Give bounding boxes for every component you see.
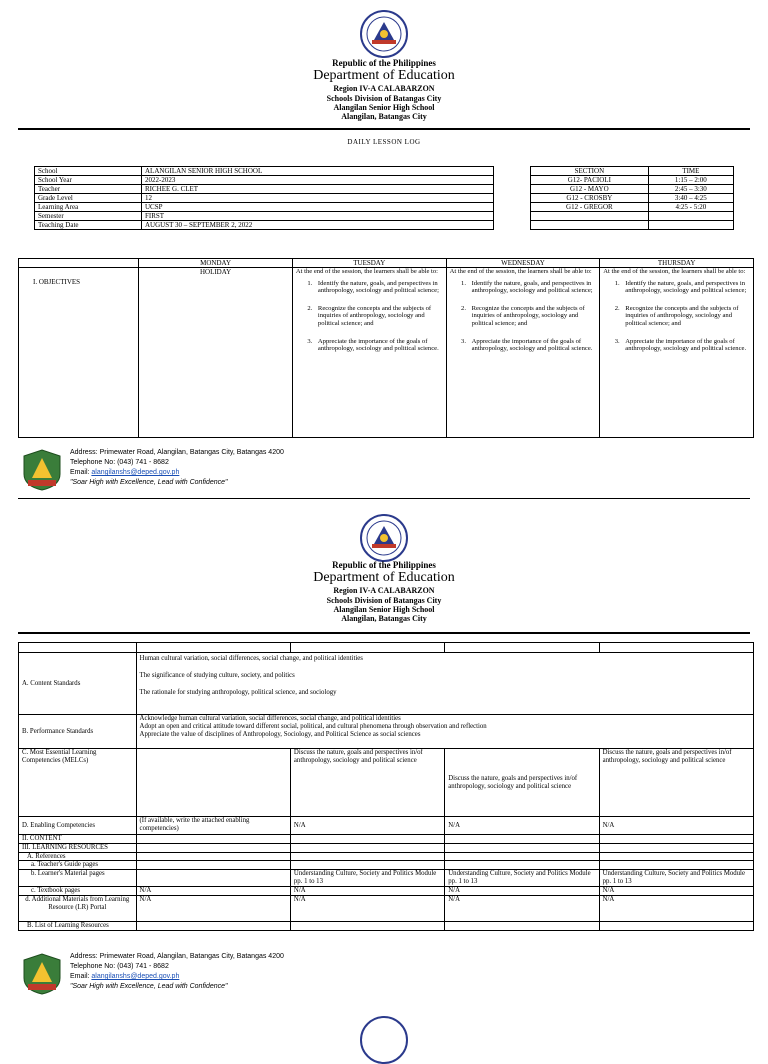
performance-standards-label: B. Performance Standards xyxy=(19,715,137,749)
objective-item: 1. Identify the nature, goals, and perspectives in anthropology, sociology and political science; xyxy=(314,280,443,295)
learners-material-label: b. Learner's Material pages xyxy=(19,870,137,887)
monday-holiday: HOLIDAY xyxy=(139,268,293,438)
location-text: Alangilan, Batangas City xyxy=(341,614,427,623)
department-title: Department of Education xyxy=(313,570,455,586)
lm-thursday: Understanding Culture, Society and Politics Module pp. 1 to 13 xyxy=(599,870,753,887)
objective-list xyxy=(296,280,443,353)
republic-text: Republic of the Philippines xyxy=(332,560,436,570)
objective-item: 3. Appreciate the importance of the goals of anthropology, sociology and political science. xyxy=(314,338,443,353)
objective-cell: At the end of the session, the learners shall be able to: 1. Identify the nature, goals, and perspectives in anthropology, sociology and political science; 2. Recognize the concepts and the subjects of inquiries of anthropology, sociology and political science; and 3. Appreciate the importance of the goals of anthropology, sociology and political science. xyxy=(446,268,600,438)
info-label: Grade Level xyxy=(35,194,142,203)
info-row xyxy=(35,167,494,176)
info-label: Teaching Date xyxy=(35,221,142,230)
section-value: G12 - GREGOR xyxy=(531,203,649,212)
school-logo-icon xyxy=(20,952,64,996)
info-label: Learning Area xyxy=(35,203,142,212)
department-title: Department of Education xyxy=(313,68,455,84)
info-value: 12 xyxy=(142,194,494,203)
info-value: RICHEE G. CLET xyxy=(142,185,494,194)
section-row xyxy=(531,194,734,203)
footer xyxy=(20,448,420,498)
info-value: AUGUST 30 – SEPTEMBER 2, 2022 xyxy=(142,221,494,230)
header-divider xyxy=(18,632,750,634)
section-row xyxy=(531,185,734,194)
enabling-monday: (If available, write the attached enabling competencies) xyxy=(136,817,290,835)
objectives-table xyxy=(18,258,754,438)
footer xyxy=(20,952,420,1002)
day-wednesday: WEDNESDAY xyxy=(446,259,600,268)
location-text: Alangilan, Batangas City xyxy=(341,112,427,121)
footer-telephone: Telephone No: (043) 741 - 8682 xyxy=(70,963,169,971)
references-label: A. References xyxy=(19,852,137,861)
objective-item: 1. Identify the nature, goals, and perspectives in anthropology, sociology and political science; xyxy=(468,280,597,295)
lm-tuesday: Understanding Culture, Society and Politics Module pp. 1 to 13 xyxy=(290,870,444,887)
section-header: SECTION xyxy=(531,167,649,176)
info-label: Teacher xyxy=(35,185,142,194)
additional-materials-label: d. Additional Materials from Learning Resource (LR) Portal xyxy=(19,895,137,921)
lm-wednesday: Understanding Culture, Society and Politics Module pp. 1 to 13 xyxy=(445,870,599,887)
melc-label: C. Most Essential Learning Competencies (MELCs) xyxy=(19,749,137,817)
objective-item: 2. Recognize the concepts and the subjects of inquiries of anthropology, sociology and political science; and xyxy=(621,305,750,328)
melc-thursday: Discuss the nature, goals and perspectives in/of anthropology, sociology and political science xyxy=(599,749,753,817)
footer-email-label: Email: xyxy=(70,973,92,981)
time-value: 3:40 – 4:25 xyxy=(648,194,733,203)
letterhead xyxy=(0,560,768,623)
deped-seal-icon xyxy=(360,10,408,58)
footer-motto: "Soar High with Excellence, Lead with Confidence" xyxy=(70,479,228,487)
info-row xyxy=(35,203,494,212)
time-value: 1:15 – 2:00 xyxy=(648,176,733,185)
school-info-table xyxy=(34,166,494,230)
section-time-table xyxy=(530,166,734,230)
info-row xyxy=(35,176,494,185)
footer-telephone: Telephone No: (043) 741 - 8682 xyxy=(70,459,169,467)
time-header: TIME xyxy=(648,167,733,176)
section-value: G12 - CROSBY xyxy=(531,194,649,203)
deped-seal-icon xyxy=(360,514,408,562)
footer-email-link[interactable]: alangilanshs@deped.gov.ph xyxy=(91,973,180,981)
info-label: School xyxy=(35,167,142,176)
region-text: Region IV-A CALABARZON xyxy=(333,84,435,94)
section-value: G12 - MAYO xyxy=(531,185,649,194)
day-thursday: THURSDAY xyxy=(600,259,754,268)
footer-email-link[interactable]: alangilanshs@deped.gov.ph xyxy=(91,469,180,477)
standards-table: A. Content Standards Human cultural variation, social differences, social change, and political identities The significance of studying culture, society, and politics The rationale for studying anthropology, political science, and sociology B. Performance Standards Acknowledge human cultural variation, social differences, social change, and political identities Adopt an open and critical attitude toward different social, political, and cultural phenomena through observation and reflection Appreciate the value of disciplines of Anthropology, Sociology, and Political Science as social sciences C. Most Essential Learning Competencies (MELCs) Discuss the nature, goals and perspectives in/of anthropology, sociology and political science Discuss the nature, goals and perspectives in/of anthropology, sociology and political science Discuss the nature, goals and perspectives in/of anthropology, sociology and political science D. Enabling Competencies (If available, write the attached enabling competencies) N/A N/A N/A II. CONTENT III. LEARNING RESOURCES A. References a. Teacher's Guide pages b. Learner's Material pages Understanding Culture, Society and Politics Module pp. 1 to 13 Understanding Culture, Society and Politics Module pp. 1 to 13 Understanding Culture, Society and Politics Module pp. 1 to 13 c. Textbook pages N/A N/A N/A N/A d. Additional Materials from Learning Resource (LR) Portal N/A N/A N/A N/A B. List of Learning Resources xyxy=(18,642,754,931)
division-text: Schools Division of Batangas City xyxy=(326,93,442,103)
objective-item: 1. Identify the nature, goals, and perspectives in anthropology, sociology and political science; xyxy=(621,280,750,295)
melc-wednesday: Discuss the nature, goals and perspectives in/of anthropology, sociology and political science xyxy=(445,749,599,817)
content-label: II. CONTENT xyxy=(19,835,137,844)
section-row xyxy=(531,203,734,212)
header-divider xyxy=(18,128,750,130)
info-label: Semester xyxy=(35,212,142,221)
objective-item: 3. Appreciate the importance of the goals of anthropology, sociology and political science. xyxy=(621,338,750,353)
info-row xyxy=(35,194,494,203)
footer-divider xyxy=(18,498,750,499)
content-standards-cell: Human cultural variation, social differences, social change, and political identities The significance of studying culture, society, and politics The rationale for studying anthropology, political science, and sociology xyxy=(136,653,753,715)
objective-cell: At the end of the session, the learners shall be able to: 1. Identify the nature, goals, and perspectives in anthropology, sociology and political science; 2. Recognize the concepts and the subjects of inquiries of anthropology, sociology and political science; and 3. Appreciate the importance of the goals of anthropology, sociology and political science. xyxy=(600,268,754,438)
footer-email-label: Email: xyxy=(70,469,92,477)
objective-list xyxy=(603,280,750,353)
objective-item: 2. Recognize the concepts and the subjects of inquiries of anthropology, sociology and political science; and xyxy=(468,305,597,328)
school-logo-icon xyxy=(20,448,64,492)
info-row xyxy=(35,221,494,230)
info-value: UCSP xyxy=(142,203,494,212)
info-row xyxy=(35,212,494,221)
objectives-label: I. OBJECTIVES xyxy=(19,268,139,438)
info-row xyxy=(35,185,494,194)
region-text: Region IV-A CALABARZON xyxy=(333,586,435,596)
day-tuesday: TUESDAY xyxy=(292,259,446,268)
school-text: Alangilan Senior High School xyxy=(333,102,435,112)
performance-standards-cell: Acknowledge human cultural variation, social differences, social change, and political identities Adopt an open and critical attitude toward different social, political, and cultural phenomena through observation and reflection Appreciate the value of disciplines of Anthropology, Sociology, and Political Science as social sciences xyxy=(136,715,753,749)
objective-item: 2. Recognize the concepts and the subjects of inquiries of anthropology, sociology and political science; and xyxy=(314,305,443,328)
info-label: School Year xyxy=(35,176,142,185)
republic-text: Republic of the Philippines xyxy=(332,58,436,68)
resources-label: III. LEARNING RESOURCES xyxy=(19,843,137,852)
doc-title: DAILY LESSON LOG xyxy=(347,138,421,146)
info-value: 2022-2023 xyxy=(142,176,494,185)
deped-seal-icon xyxy=(360,1016,408,1064)
footer-address: Address: Primewater Road, Alangilan, Batangas City, Batangas 4200 xyxy=(70,449,284,456)
footer-address: Address: Primewater Road, Alangilan, Batangas City, Batangas 4200 xyxy=(70,953,284,960)
objective-list xyxy=(450,280,597,353)
division-text: Schools Division of Batangas City xyxy=(326,595,442,605)
content-standards-label: A. Content Standards xyxy=(19,653,137,715)
list-resources-label: B. List of Learning Resources xyxy=(19,921,137,930)
textbook-label: c. Textbook pages xyxy=(19,886,137,895)
info-value: ALANGILAN SENIOR HIGH SCHOOL xyxy=(142,167,494,176)
objective-cell: At the end of the session, the learners shall be able to: 1. Identify the nature, goals, and perspectives in anthropology, sociology and political science; 2. Recognize the concepts and the subjects of inquiries of anthropology, sociology and political science; and 3. Appreciate the importance of the goals of anthropology, sociology and political science. xyxy=(292,268,446,438)
time-value: 2:45 – 3:30 xyxy=(648,185,733,194)
objective-item: 3. Appreciate the importance of the goals of anthropology, sociology and political science. xyxy=(468,338,597,353)
time-value: 4:25 - 5:20 xyxy=(648,203,733,212)
melc-tuesday: Discuss the nature, goals and perspectives in/of anthropology, sociology and political science xyxy=(290,749,444,817)
footer-motto: "Soar High with Excellence, Lead with Confidence" xyxy=(70,983,228,991)
section-value: G12- PACIOLI xyxy=(531,176,649,185)
section-row xyxy=(531,176,734,185)
school-text: Alangilan Senior High School xyxy=(333,604,435,614)
day-monday: MONDAY xyxy=(139,259,293,268)
info-value: FIRST xyxy=(142,212,494,221)
teachers-guide-label: a. Teacher's Guide pages xyxy=(19,861,137,870)
enabling-label: D. Enabling Competencies xyxy=(19,817,137,835)
letterhead xyxy=(0,58,768,121)
